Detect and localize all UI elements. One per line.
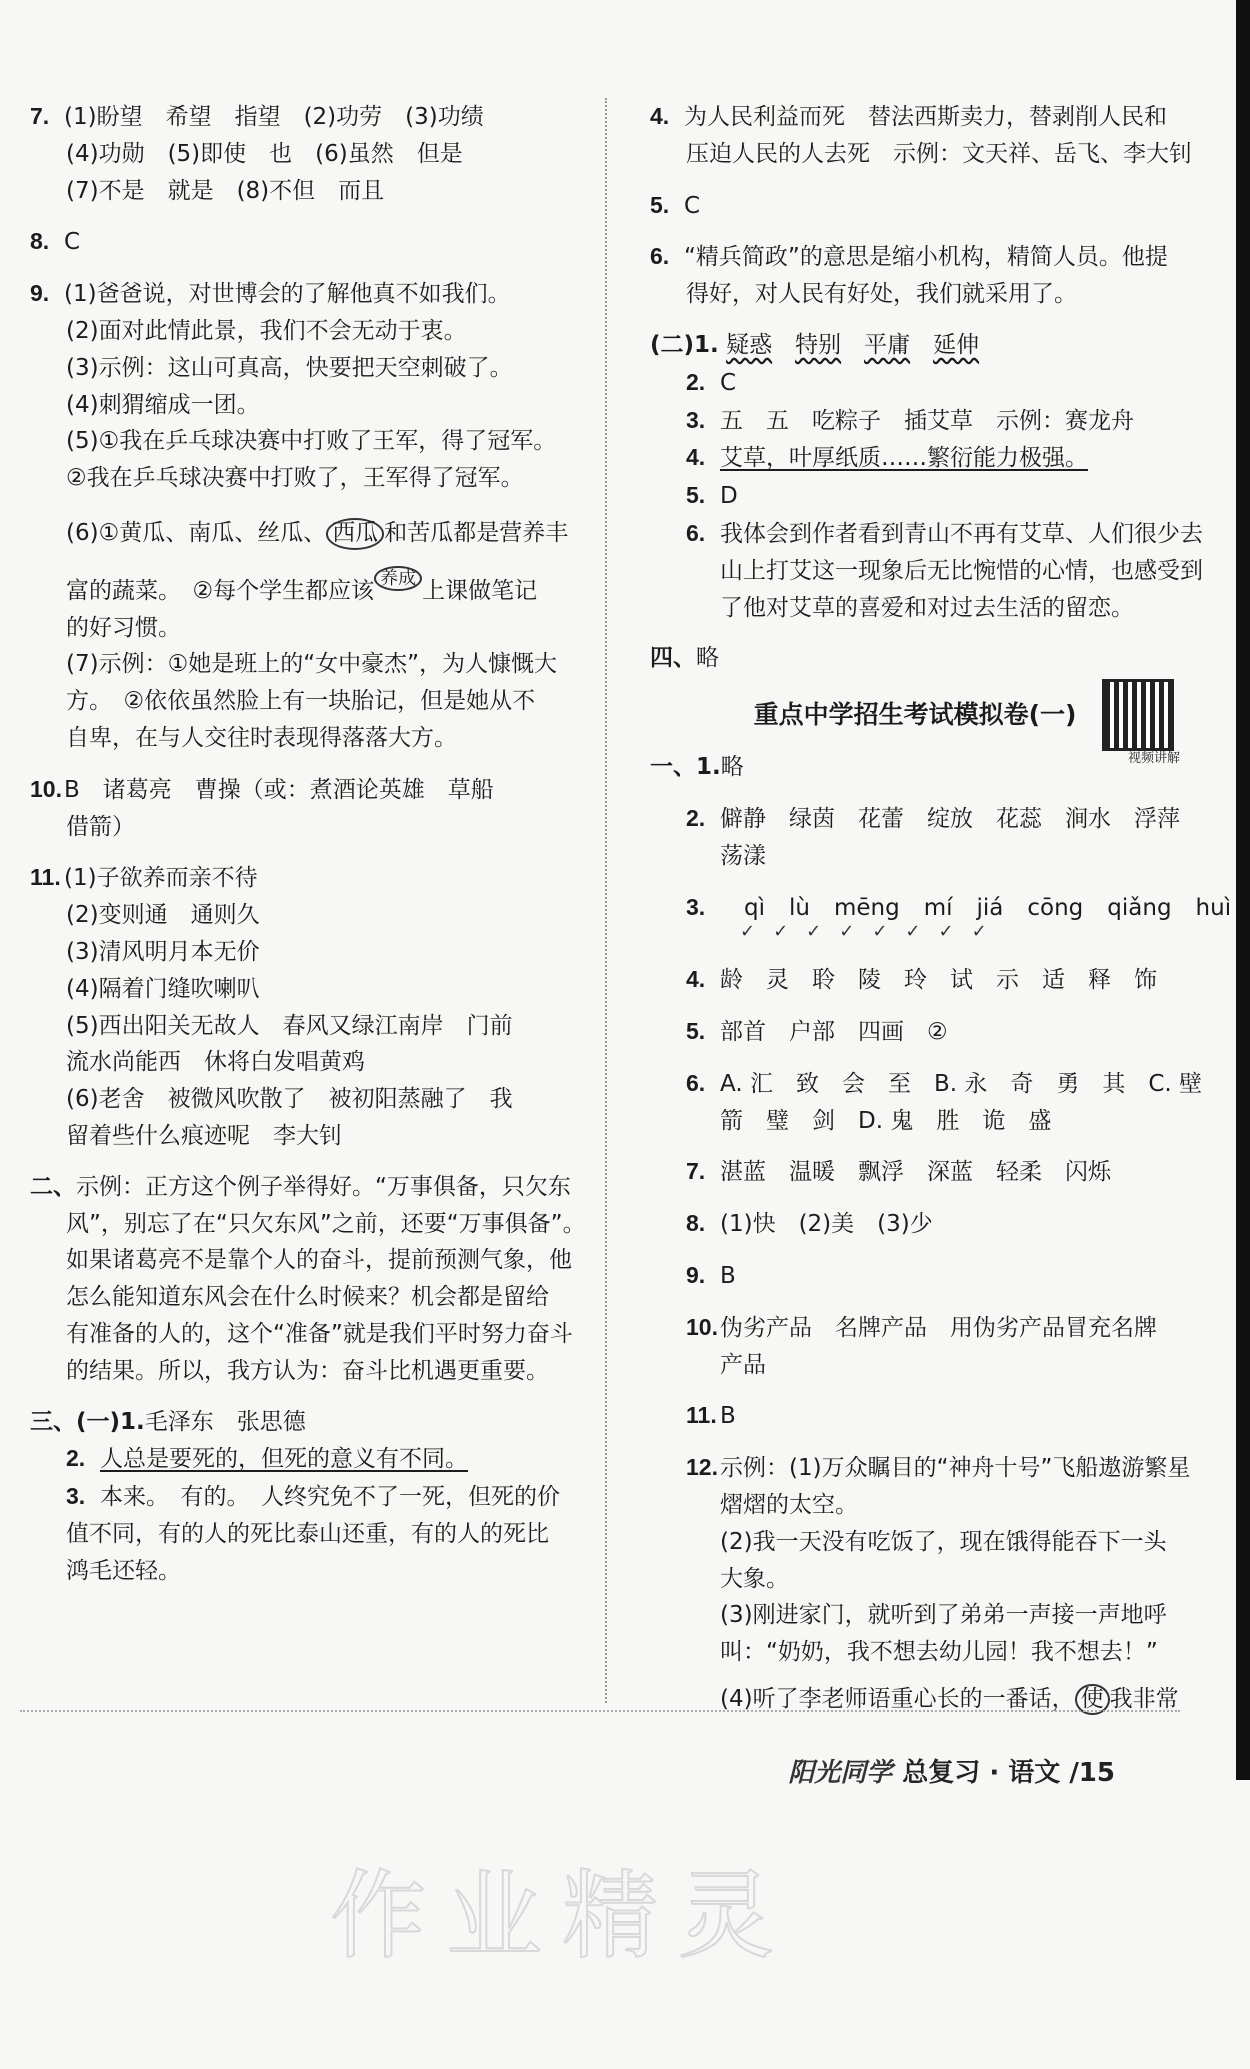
section-3: 三、(一)1.毛泽东 张思德 2. 人总是要死的，但死的意义有不同。 3. 本来。 有的。 人终究免不了一死，但死的价 值不同，有的人的死比泰山还重，有的人的死比 鸿毛还轻。: [30, 1408, 560, 1584]
exam-question-5: 5. 部首 户部 四画 ②: [686, 1017, 948, 1045]
qr-label: 视频讲解: [1127, 751, 1180, 767]
qr-code-icon[interactable]: [1102, 679, 1174, 751]
right-column: [650, 98, 1232, 1732]
exam-question-2: 2. 僻静 绿茵 花蕾 绽放 花蕊 涧水 浮萍 荡漾: [686, 804, 1180, 869]
inserted-word: 养成: [374, 566, 422, 592]
subsection-2: (二)1. 疑惑 特别 平庸 延伸 2. C 3. 五 五 吃粽子 插艾草 示例：赛龙舟 4. 艾草，叶厚纸质……繁衍能力极强。 5. D 6. 我体会到作者看到青山不再有艾草、人们很少去 山上打艾这一现象后无比惋惜的心情，也感受到 了他对艾草的喜爱和对过去生活的留恋。: [650, 331, 1203, 621]
circled-word: 西瓜: [326, 518, 384, 550]
question-11: 11. (1)子欲养而亲不待 (2)变则通 通则久 (3)清风明月本无价 (4)隔着门缝吹喇叭 (5)西出阳关无故人 春风又绿江南岸 门前 流水尚能西 休将白发唱黄鸡 (6)老舍 被微风吹散了 被初阳蒸融了 我 留着些什么痕迹呢 李大钊: [30, 864, 513, 1149]
question-9: 9. (1)爸爸说，对世博会的了解他真不如我们。 (2)面对此情此景，我们不会无动于衷。 (3)示例：这山可真高，快要把天空刺破了。 (4)刺猬缩成一团。 (5)①我在乒乓球决赛中打败了王军，得了冠军。 ②我在乒乓球决赛中打败了，王军得了冠军。 (6)①黄瓜、南瓜、丝瓜、 西瓜 和苦瓜都是营养丰 富的蔬菜。 ②每个学生都应该 养成 上课做笔记 的好习惯。 (7)示例：①她是班上的“女中豪杰”，为人慷慨大 方。 ②依依虽然脸上有一块胎记，但是她从不 自卑，在与人交往时表现得落落大方。: [30, 280, 569, 751]
page-footer: 阳光同学 总复习 · 语文 /15: [788, 1758, 1115, 1788]
exam-question-11: 11. B: [686, 1402, 736, 1430]
question-6: 6. “精兵简政”的意思是缩小机构，精简人员。他提 得好，对人民有好处，我们就采用了。: [650, 243, 1168, 308]
exam-question-9: 9. B: [686, 1261, 736, 1289]
watermark: 作业精灵: [330, 1860, 794, 1972]
section-2: 二、示例：正方这个例子举得好。“万事俱备，只欠东 风”，别忘了在“只欠东风”之前，还要“万事俱备”。 如果诸葛亮不是靠个人的奋斗，提前预测气象，他 怎么能知道东风会在什么时候来？机会都是留给 有准备的人的，这个“准备”就是我们平时努力奋斗 的结果。所以，我方认为：奋斗比机遇更重要。: [30, 1173, 586, 1384]
question-8: 8. C: [30, 228, 81, 256]
exam-question-8: 8. (1)快 (2)美 (3)少: [686, 1210, 933, 1238]
exam-question-12: 12.示例：(1)万众瞩目的“神舟十号”飞船遨游繁星 熠熠的太空。 (2)我一天没有吃饭了，现在饿得能吞下一头 大象。 (3)刚进家门，就听到了弟弟一声接一声地呼 叫：“奶奶，我不想去幼儿园！我不想去！” (4)听了李老师语重心长的一番话， 使 我非常: [650, 1449, 1180, 1718]
question-4: 4. 为人民利益而死 替法西斯卖力，替剥削人民和 压迫人民的人去死 示例：文天祥、岳飞、李大钊: [650, 103, 1192, 167]
question-7: 7. (1)盼望 希望 指望 (2)功劳 (3)功绩 (4)功勋 (5)即使 也 (6)虽然 但是 (7)不是 就是 (8)不但 而且: [30, 103, 484, 204]
exam-question-1: 一、1.略: [650, 754, 744, 781]
exam-title: 重点中学招生考试模拟卷(一) 视频讲解: [650, 695, 1180, 735]
footer-divider: [20, 1710, 1180, 1712]
exam-question-10: 10.伪劣产品 名牌产品 用伪劣产品冒充名牌 产品: [686, 1313, 1157, 1378]
column-divider: [605, 98, 607, 1703]
circled-word: 使: [1075, 1684, 1110, 1716]
question-10: 10.B 诸葛亮 曹操（或：煮酒论英雄 草船 借箭）: [30, 775, 494, 840]
left-column: [30, 98, 586, 1603]
question-5: 5. C: [650, 191, 701, 219]
exam-question-4: 4. 龄 灵 聆 陵 玲 试 示 适 释 饰: [686, 966, 1157, 994]
exam-question-7: 7. 湛蓝 温暖 飘浮 深蓝 轻柔 闪烁: [686, 1158, 1111, 1186]
edge-bar: [1236, 0, 1250, 1780]
section-4: 四、略: [650, 645, 719, 672]
exam-question-3: 3. qì lù mēng mí jiá cōng qiǎng huì ✓ ✓ ✓ ✓ ✓ ✓ ✓ ✓: [650, 889, 1180, 948]
exam-question-6: 6. A. 汇 致 会 至 B. 永 奇 勇 其 C. 壁 箭 璧 剑 D. 鬼 胜 诡 盛: [686, 1069, 1203, 1134]
check-marks: ✓ ✓ ✓ ✓ ✓ ✓ ✓ ✓: [740, 921, 987, 943]
brand-logo: 阳光同学: [788, 1758, 893, 1788]
